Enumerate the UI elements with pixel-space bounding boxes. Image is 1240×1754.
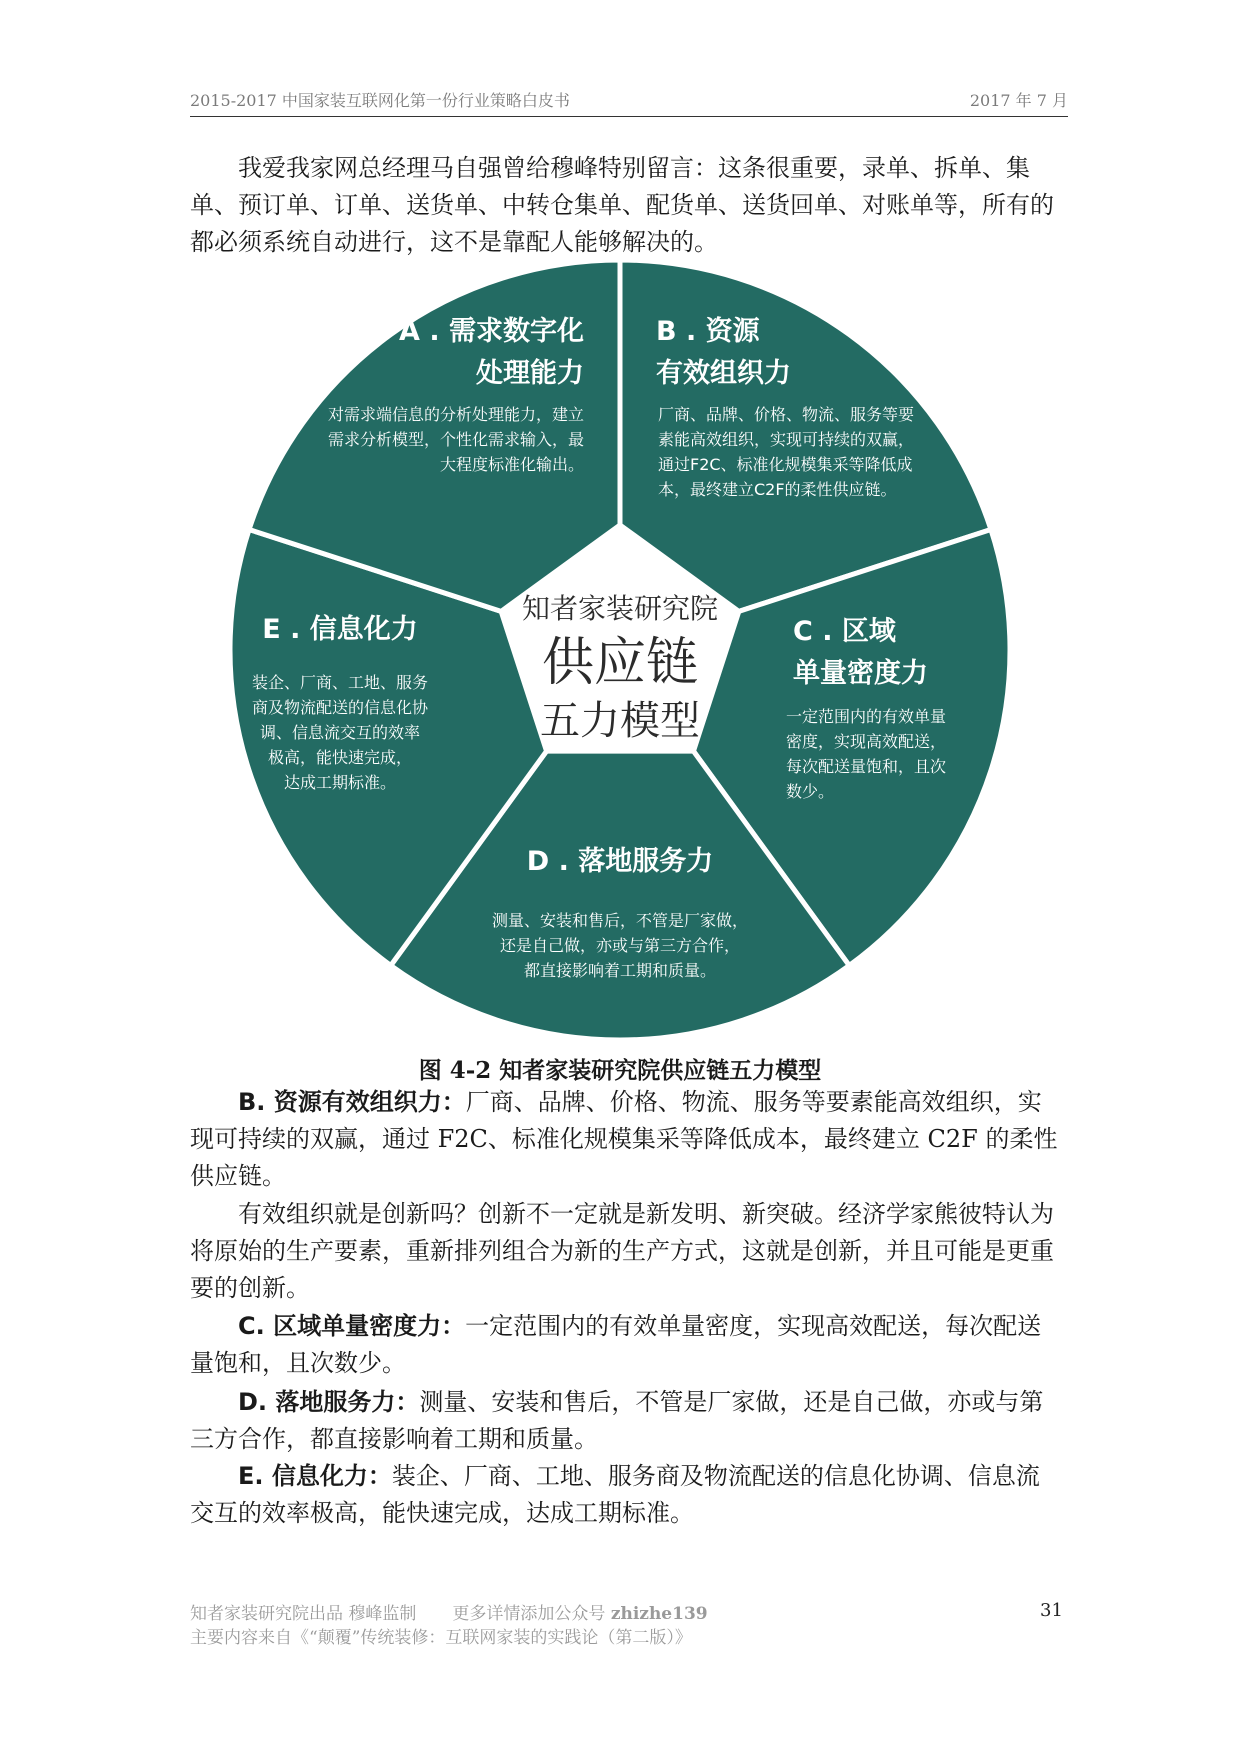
footer-account: zhizhe139 [610, 1604, 708, 1624]
center-title: 知者家装研究院 [521, 592, 719, 625]
segment-b-subtitle: 有效组织力 [656, 358, 791, 389]
segment-d-desc-line: 测量、安装和售后，不管是厂家做， [491, 911, 749, 930]
segment-a-desc-line: 大程度标准化输出。 [439, 455, 584, 474]
footer-line-1 [190, 1602, 708, 1626]
segment-a-title: A . 需求数字化 [399, 316, 584, 347]
intro-text: 我爱我家网总经理马自强曾给穆峰特别留言：这条很重要，录单、拆单、集单、预订单、订单、送货单、中转仓集单、配货单、送货回单、对账单等，所有的都必须系统自动进行，这不是靠配人能够解决的。 [190, 154, 1054, 256]
segment-d-title: D . 落地服务力 [526, 846, 714, 877]
segment-c-desc-line: 每次配送量饱和，且次 [786, 757, 947, 776]
footer-follow-text: 更多详情添加公众号 [452, 1604, 606, 1624]
segment-c-title: C . 区域 [793, 616, 896, 647]
paragraph-b [190, 1084, 1060, 1195]
paragraph-innovation-text: 有效组织就是创新吗？创新不一定就是新发明、新突破。经济学家熊彼特认为将原始的生产要素，重新排列组合为新的生产方式，这就是创新，并且可能是更重要的创新。 [190, 1200, 1054, 1302]
segment-a-desc-line: 需求分析模型，个性化需求输入，最 [327, 430, 584, 449]
segment-b-desc-line: 通过F2C、标准化规模集采等降低成 [658, 455, 913, 474]
segment-d-desc-line: 还是自己做，亦或与第三方合作， [499, 936, 741, 955]
header-title: 2015-2017 中国家装互联网化第一份行业策略白皮书 [190, 91, 570, 110]
segment-c-desc-line: 一定范围内的有效单量 [786, 707, 947, 726]
segment-b-title: B . 资源 [656, 316, 760, 347]
segment-d-desc-line: 都直接影响着工期和质量。 [523, 961, 717, 980]
segment-e-desc-line: 达成工期标准。 [283, 773, 397, 792]
header-date: 2017 年 7 月 [969, 91, 1068, 110]
paragraph-innovation [190, 1196, 1060, 1307]
paragraph-c-heading: C. 区域单量密度力： [238, 1312, 466, 1340]
paragraph-b-text: 厂商、品牌、价格、物流、服务等要素能高效组织，实现可持续的双赢，通过 F2C、标准化规模集采等降低成本，最终建立 C2F 的柔性供应链。 [190, 1088, 1058, 1190]
center-main: 供应链 [541, 633, 699, 693]
paragraph-c-text: 一定范围内的有效单量密度，实现高效配送，每次配送量饱和，且次数少。 [190, 1312, 1042, 1377]
paragraph-c [190, 1308, 1060, 1382]
segment-e-desc-line: 装企、厂商、工地、服务 [251, 673, 429, 692]
page-footer [190, 1602, 708, 1650]
segment-c-desc-line: 数少。 [786, 782, 835, 801]
five-forces-diagram [228, 258, 1012, 1042]
footer-publisher: 知者家装研究院出品 穆峰监制 [190, 1604, 417, 1624]
segment-e-desc-line: 极高，能快速完成， [267, 748, 413, 767]
paragraph-d [190, 1384, 1060, 1458]
paragraph-e [190, 1458, 1060, 1532]
page-header [190, 88, 1068, 117]
segment-e-desc-line: 调、信息流交互的效率 [259, 723, 421, 742]
segment-a-desc-line: 对需求端信息的分析处理能力，建立 [327, 405, 584, 424]
segment-e-desc-line: 商及物流配送的信息化协 [251, 698, 429, 717]
figure-caption: 图 4-2 知者家装研究院供应链五力模型 [418, 1057, 822, 1084]
segment-b-desc-line: 厂商、品牌、价格、物流、服务等要 [658, 405, 915, 424]
center-subtitle: 五力模型 [540, 698, 700, 744]
segment-b-desc-line: 素能高效组织，实现可持续的双赢， [658, 430, 915, 449]
segment-a-subtitle: 处理能力 [476, 358, 584, 389]
footer-source: 主要内容来自《“颠覆”传统装修：互联网家装的实践论（第二版）》 [190, 1628, 692, 1648]
segment-e-title: E . 信息化力 [262, 614, 418, 645]
paragraph-d-heading: D. 落地服务力： [238, 1388, 420, 1416]
segment-b-desc-line: 本，最终建立C2F的柔性供应链。 [658, 480, 897, 499]
paragraph-e-heading: E. 信息化力： [238, 1462, 392, 1490]
paragraph-d-text: 测量、安装和售后，不管是厂家做，还是自己做，亦或与第三方合作，都直接影响着工期和质量。 [190, 1388, 1044, 1453]
intro-paragraph [190, 150, 1060, 261]
paragraph-b-heading: B. 资源有效组织力： [238, 1088, 466, 1116]
segment-c-desc-line: 密度，实现高效配送， [786, 732, 947, 751]
page-number: 31 [1040, 1600, 1063, 1621]
segment-c-subtitle: 单量密度力 [793, 658, 928, 689]
paragraph-e-text: 装企、厂商、工地、服务商及物流配送的信息化协调、信息流交互的效率极高，能快速完成，达成工期标准。 [190, 1462, 1040, 1527]
